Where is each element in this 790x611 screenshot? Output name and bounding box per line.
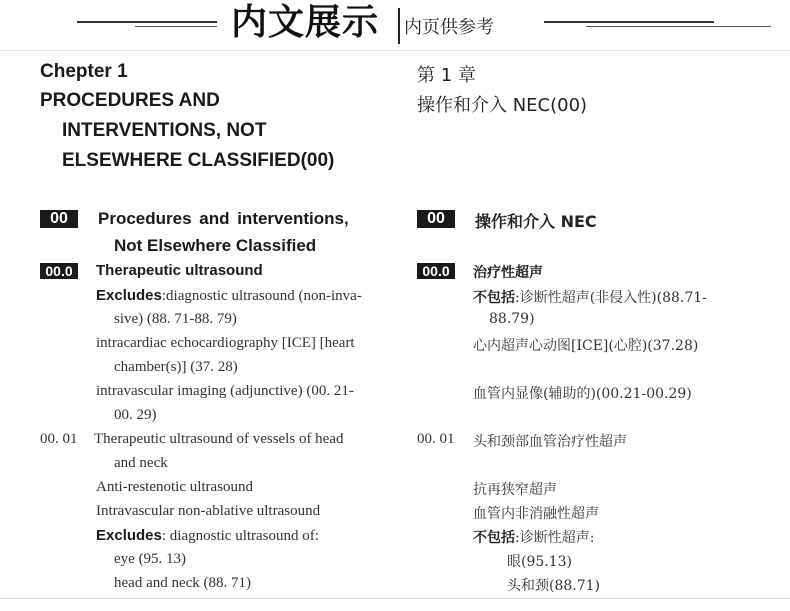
excludes2-text: : diagnostic ultrasound of:: [161, 528, 319, 544]
subsection-code-badge: 00.0: [40, 263, 78, 279]
header-rule-right-thin: [586, 26, 771, 27]
excludes-label: Excludes: [96, 287, 162, 304]
section-code-badge-cn: 00: [417, 210, 455, 228]
excludes-line-2-cn: 88.79): [489, 311, 535, 327]
item-0001-inclusion-1: Anti-restenotic ultrasound: [96, 479, 254, 495]
item-0001-inclusion-2: Intravascular non-ablative ultrasound: [96, 503, 321, 519]
excludes-line-6: 00. 29): [114, 407, 157, 423]
excludes-line-1: [96, 287, 362, 305]
chapter-title-line-3: ELSEWHERE CLASSIFIED(00): [62, 150, 335, 171]
excludes2-line: [96, 527, 319, 545]
excludes-label-cn: 不包括: [473, 290, 515, 306]
subsection-title-cn: 治疗性超声: [473, 265, 543, 281]
excludes-text: :diagnostic ultrasound (non-inva-: [161, 288, 362, 304]
section-title-cn: 操作和介入 NEC: [475, 212, 597, 231]
page-subtitle: 内页供参考: [404, 17, 494, 38]
excludes2-item-1-cn: 眼(95.13): [507, 554, 573, 570]
section-title-line-2: Not Elsewhere Classified: [114, 236, 317, 255]
excludes-line-4: chamber(s)] (37. 28): [114, 359, 238, 375]
header-rule-left: [77, 21, 217, 23]
subsection-code-badge-cn: 00.0: [417, 263, 455, 279]
excludes2-item-2-cn: 头和颈(88.71): [507, 578, 601, 594]
excludes2-item-1: eye (95. 13): [114, 551, 187, 567]
item-0001-cn: 头和颈部血管治疗性超声: [473, 434, 627, 450]
excludes2-label: Excludes: [96, 527, 162, 544]
excludes-text-cn: :诊断性超声(非侵入性)(88.71-: [515, 290, 707, 306]
chapter-label: Chepter 1: [40, 61, 128, 82]
item-0001-line-2: and neck: [114, 455, 168, 471]
header-separator: [0, 50, 790, 51]
excludes2-item-2: head and neck (88. 71): [114, 575, 252, 591]
chapter-label-cn: 第 1 章: [417, 65, 476, 86]
item-0001-inclusion-1-cn: 抗再狭窄超声: [473, 482, 557, 498]
page-bottom-rule: [0, 598, 790, 599]
chapter-title-cn: 操作和介入 NEC(00): [417, 95, 588, 116]
excludes2-text-cn: :诊断性超声:: [515, 530, 595, 546]
excludes-line-4-cn: 血管内显像(辅助的)(00.21-00.29): [473, 386, 692, 402]
code-0001: 00. 01: [40, 431, 78, 447]
code-0001-cn: 00. 01: [417, 431, 455, 447]
page-title: 内文展示: [231, 2, 380, 43]
subsection-title: Therapeutic ultrasound: [96, 262, 263, 279]
header-rule-right: [544, 21, 714, 23]
excludes2-line-cn: [473, 527, 594, 547]
header-rule-left-thin: [135, 26, 217, 27]
excludes-line-2: sive) (88. 71-88. 79): [114, 311, 237, 327]
excludes-line-3: intracardiac echocardiography [ICE] [heart: [96, 335, 355, 351]
item-0001-inclusion-2-cn: 血管内非消融性超声: [473, 506, 599, 522]
section-code-badge: 00: [40, 210, 78, 228]
excludes-line-3-cn: 心内超声心动图[ICE](心腔)(37.28): [473, 338, 699, 354]
chapter-title-line-2: INTERVENTIONS, NOT: [62, 120, 267, 141]
item-0001-line-1: Therapeutic ultrasound of vessels of head: [94, 431, 344, 447]
section-title-line-1: Procedures and interventions,: [98, 209, 349, 228]
excludes-line-5: intravascular imaging (adjunctive) (00. 21-: [96, 383, 354, 399]
page-header: [0, 0, 790, 46]
chapter-title-line-1: PROCEDURES AND: [40, 90, 220, 111]
excludes-line-1-cn: [473, 287, 707, 307]
excludes2-label-cn: 不包括: [473, 530, 515, 546]
title-divider: [398, 8, 400, 44]
